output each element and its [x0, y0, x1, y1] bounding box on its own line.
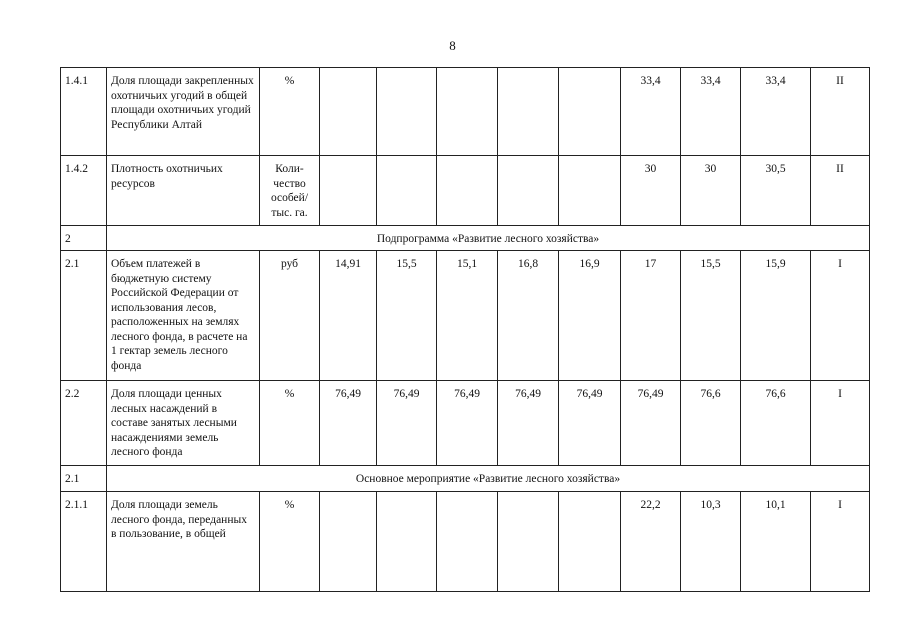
value-cell: 76,49	[559, 381, 621, 466]
section-title: Основное мероприятие «Развитие лесного хозяйства»	[107, 466, 870, 492]
section-row	[61, 226, 870, 251]
value-cell: 14,91	[320, 251, 377, 381]
value-cell	[377, 68, 437, 156]
table-row	[61, 156, 870, 226]
value-cell: 17	[621, 251, 681, 381]
value-cell	[320, 492, 377, 592]
row-code: 2.2	[61, 381, 107, 466]
value-cell: 33,4	[621, 68, 681, 156]
value-cell: 15,1	[437, 251, 498, 381]
indicator-name: Объем платежей в бюджетную систему Российской Федерации от использования лесов, расположенных на землях лесного фонда, в расчете на 1 гектар земель лесного фонда	[107, 251, 260, 381]
value-cell: 15,9	[741, 251, 811, 381]
indicator-name: Плотность охотничьих ресурсов	[107, 156, 260, 226]
value-cell: 33,4	[741, 68, 811, 156]
section-row	[61, 466, 870, 492]
value-cell: 33,4	[681, 68, 741, 156]
table-row	[61, 68, 870, 156]
value-cell: 76,49	[377, 381, 437, 466]
table-row	[61, 251, 870, 381]
row-code: 2	[61, 226, 107, 251]
value-cell	[437, 156, 498, 226]
category-cell: II	[811, 156, 870, 226]
value-cell	[320, 156, 377, 226]
table-row	[61, 492, 870, 592]
value-cell	[320, 68, 377, 156]
unit-cell: Коли-чество особей/ тыс. га.	[260, 156, 320, 226]
value-cell: 30	[621, 156, 681, 226]
unit-cell: %	[260, 381, 320, 466]
value-cell	[498, 156, 559, 226]
value-cell: 76,6	[681, 381, 741, 466]
value-cell: 15,5	[681, 251, 741, 381]
value-cell	[437, 68, 498, 156]
category-cell: I	[811, 492, 870, 592]
unit-cell: %	[260, 492, 320, 592]
value-cell: 15,5	[377, 251, 437, 381]
value-cell	[377, 156, 437, 226]
unit-cell: руб	[260, 251, 320, 381]
table-row	[61, 381, 870, 466]
category-cell: II	[811, 68, 870, 156]
page-number: 8	[449, 38, 456, 53]
row-code: 2.1.1	[61, 492, 107, 592]
indicator-name: Доля площади ценных лесных насаждений в составе занятых лесными насаждениями земель лесного фонда	[107, 381, 260, 466]
value-cell: 10,1	[741, 492, 811, 592]
value-cell	[559, 492, 621, 592]
value-cell: 10,3	[681, 492, 741, 592]
value-cell: 30,5	[741, 156, 811, 226]
category-cell: I	[811, 251, 870, 381]
row-code: 2.1	[61, 251, 107, 381]
value-cell: 76,49	[320, 381, 377, 466]
value-cell: 30	[681, 156, 741, 226]
value-cell: 76,6	[741, 381, 811, 466]
section-title: Подпрограмма «Развитие лесного хозяйства»	[107, 226, 870, 251]
indicator-name: Доля площади земель лесного фонда, переданных в пользование, в общей	[107, 492, 260, 592]
row-code: 2.1	[61, 466, 107, 492]
row-code: 1.4.1	[61, 68, 107, 156]
indicator-name: Доля площади закрепленных охотничьих угодий в общей площади охотничьих угодий Республики Алтай	[107, 68, 260, 156]
value-cell: 22,2	[621, 492, 681, 592]
value-cell	[559, 68, 621, 156]
value-cell	[437, 492, 498, 592]
value-cell: 76,49	[437, 381, 498, 466]
indicators-table	[60, 67, 870, 592]
value-cell	[498, 68, 559, 156]
value-cell: 76,49	[498, 381, 559, 466]
value-cell	[377, 492, 437, 592]
value-cell: 16,9	[559, 251, 621, 381]
value-cell	[498, 492, 559, 592]
category-cell: I	[811, 381, 870, 466]
unit-cell: %	[260, 68, 320, 156]
value-cell: 16,8	[498, 251, 559, 381]
row-code: 1.4.2	[61, 156, 107, 226]
value-cell	[559, 156, 621, 226]
value-cell: 76,49	[621, 381, 681, 466]
